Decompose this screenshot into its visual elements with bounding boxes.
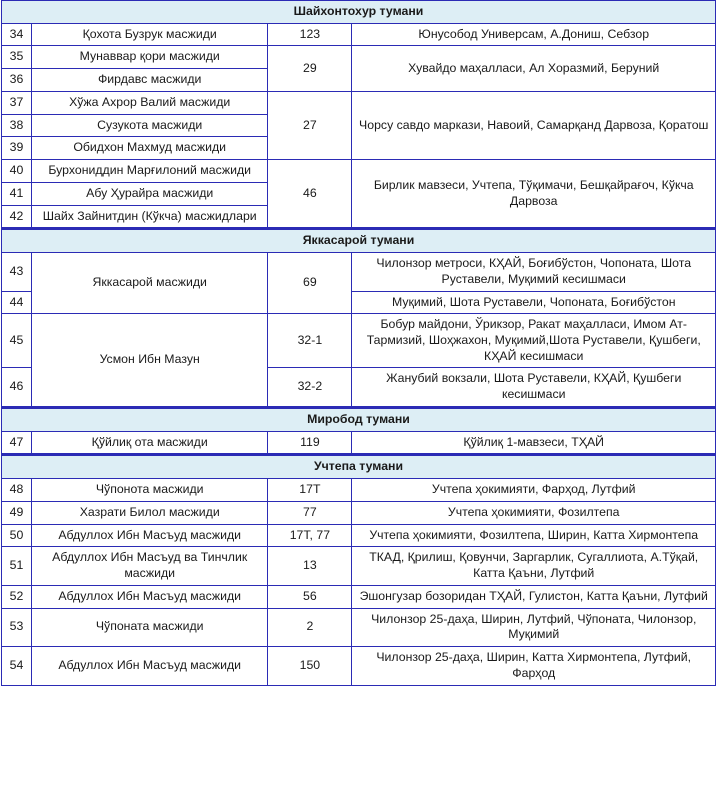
- table-row: [2, 547, 716, 585]
- mosque-name: Усмон Ибн Мазун: [32, 314, 268, 408]
- table-row: [2, 524, 716, 547]
- table-row: [2, 431, 716, 455]
- table-row: [2, 608, 716, 646]
- row-number: 43: [2, 253, 32, 291]
- table-row: [2, 253, 716, 291]
- mosque-name: Яккасарой масжиди: [32, 253, 268, 314]
- row-number: 49: [2, 501, 32, 524]
- coverage-area: Чилонзор 25-даҳа, Ширин, Лутфий, Чўпоната, Чилонзор, Муқимий: [352, 608, 716, 646]
- coverage-area: ТКАД, Қрилиш, Қовунчи, Заргарлик, Сугаллиота, А.Тўқай, Катта Қаъни, Лутфий: [352, 547, 716, 585]
- mosque-code: 32-1: [268, 314, 352, 368]
- coverage-area: Чилонзор метроси, КҲАЙ, Боғибўстон, Чопоната, Шота Руставели, Муқимий кесишмаси: [352, 253, 716, 291]
- section-header-label: Учтепа тумани: [2, 455, 716, 479]
- section-header-row: [2, 407, 716, 431]
- coverage-area: Эшонгузар бозоридан ТҲАЙ, Гулистон, Катта Қаъни, Лутфий: [352, 585, 716, 608]
- coverage-area: Юнусобод Универсам, А.Дониш, Себзор: [352, 23, 716, 46]
- row-number: 39: [2, 137, 32, 160]
- mosque-name: Қохота Бузрук масжиди: [32, 23, 268, 46]
- mosque-name: Хазрати Билол масжиди: [32, 501, 268, 524]
- mosque-name: Абдуллох Ибн Масъуд масжиди: [32, 524, 268, 547]
- section-header-label: Шайхонтохур тумани: [2, 1, 716, 24]
- table-row: [2, 585, 716, 608]
- coverage-area: Учтепа ҳокимияти, Фозилтепа: [352, 501, 716, 524]
- mosque-code: 77: [268, 501, 352, 524]
- row-number: 54: [2, 647, 32, 685]
- row-number: 36: [2, 69, 32, 92]
- row-number: 48: [2, 479, 32, 502]
- mosque-code: 17Т: [268, 479, 352, 502]
- section-header-row: [2, 455, 716, 479]
- mosque-code: 69: [268, 253, 352, 314]
- mosque-code: 119: [268, 431, 352, 455]
- table-row: [2, 91, 716, 114]
- row-number: 34: [2, 23, 32, 46]
- mosque-code: 13: [268, 547, 352, 585]
- row-number: 44: [2, 291, 32, 314]
- row-number: 40: [2, 160, 32, 183]
- table-row: [2, 46, 716, 69]
- coverage-area: Бобур майдони, Ўрикзор, Ракат маҳалласи, Имом Ат-Тармизий, Шоҳжахон, Муқимий,Шота Руставели, Қушбеги, КҲАЙ кесишмаси: [352, 314, 716, 368]
- mosque-code: 2: [268, 608, 352, 646]
- section-header-label: Яккасарой тумани: [2, 229, 716, 253]
- table-row: [2, 23, 716, 46]
- table-row: [2, 647, 716, 685]
- coverage-area: Бирлик мавзеси, Учтепа, Тўқимачи, Бешқайрағоч, Кўкча Дарвоза: [352, 160, 716, 229]
- row-number: 45: [2, 314, 32, 368]
- mosque-name: Қўйлиқ ота масжиди: [32, 431, 268, 455]
- mosque-name: Бурхониддин Марғилоний масжиди: [32, 160, 268, 183]
- table-body: [2, 1, 716, 686]
- table-row: [2, 314, 716, 368]
- coverage-area: Учтепа ҳокимияти, Фозилтепа, Ширин, Катта Хирмонтепа: [352, 524, 716, 547]
- row-number: 38: [2, 114, 32, 137]
- mosque-code: 46: [268, 160, 352, 229]
- coverage-area: Қўйлиқ 1-мавзеси, ТҲАЙ: [352, 431, 716, 455]
- row-number: 53: [2, 608, 32, 646]
- table-row: [2, 160, 716, 183]
- mosque-name: Обидхон Махмуд масжиди: [32, 137, 268, 160]
- row-number: 46: [2, 368, 32, 407]
- mosque-code: 17Т, 77: [268, 524, 352, 547]
- section-header-row: [2, 229, 716, 253]
- mosque-name: Хўжа Ахрор Валий масжиди: [32, 91, 268, 114]
- mosque-code: 56: [268, 585, 352, 608]
- mosque-name: Сузукота масжиди: [32, 114, 268, 137]
- coverage-area: Жанубий вокзали, Шота Руставели, КҲАЙ, Қушбеги кесишмаси: [352, 368, 716, 407]
- row-number: 52: [2, 585, 32, 608]
- coverage-area: Хувайдо маҳалласи, Ал Хоразмий, Беруний: [352, 46, 716, 91]
- row-number: 42: [2, 205, 32, 229]
- coverage-area: Чилонзор 25-даҳа, Ширин, Катта Хирмонтепа, Лутфий, Фарҳод: [352, 647, 716, 685]
- mosque-name: Чўпоната масжиди: [32, 608, 268, 646]
- coverage-area: Учтепа ҳокимияти, Фарҳод, Лутфий: [352, 479, 716, 502]
- mosque-code: 29: [268, 46, 352, 91]
- row-number: 47: [2, 431, 32, 455]
- table-row: [2, 501, 716, 524]
- mosque-name: Фирдавс масжиди: [32, 69, 268, 92]
- mosque-name: Шайх Зайнитдин (Кўкча) масжидлари: [32, 205, 268, 229]
- row-number: 51: [2, 547, 32, 585]
- row-number: 35: [2, 46, 32, 69]
- mosque-code: 32-2: [268, 368, 352, 407]
- mosque-code: 27: [268, 91, 352, 159]
- row-number: 37: [2, 91, 32, 114]
- mosque-code: 123: [268, 23, 352, 46]
- mosque-code: 150: [268, 647, 352, 685]
- mosque-name: Абдуллох Ибн Масъуд масжиди: [32, 585, 268, 608]
- coverage-area: Чорсу савдо маркази, Навоий, Самарқанд Дарвоза, Қоратош: [352, 91, 716, 159]
- mosque-name: Абдуллох Ибн Масъуд ва Тинчлик масжиди: [32, 547, 268, 585]
- mosque-name: Чўпонота масжиди: [32, 479, 268, 502]
- section-header-row: [2, 1, 716, 24]
- section-header-label: Миробод тумани: [2, 407, 716, 431]
- row-number: 41: [2, 182, 32, 205]
- row-number: 50: [2, 524, 32, 547]
- mosque-table: [1, 0, 716, 686]
- mosque-name: Мунаввар қори масжиди: [32, 46, 268, 69]
- mosque-name: Абу Ҳурайра масжиди: [32, 182, 268, 205]
- coverage-area: Муқимий, Шота Руставели, Чопоната, Боғибўстон: [352, 291, 716, 314]
- mosque-name: Абдуллох Ибн Масъуд масжиди: [32, 647, 268, 685]
- table-row: [2, 479, 716, 502]
